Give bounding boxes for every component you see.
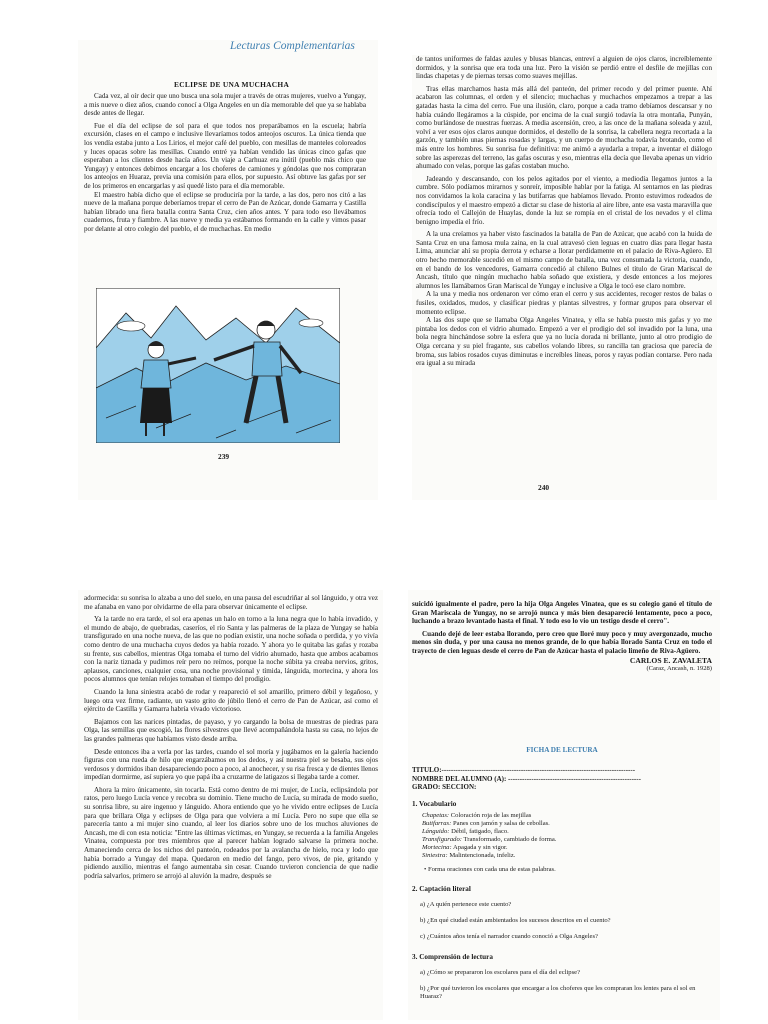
page-240	[412, 55, 717, 500]
paragraph: Tras ellas marchamos hasta más allá del panteón, del primer recodo y del primer puente. Ahí acabaron las columnas, el orden y el silencio; muchachas y muchachos empezamos a trepar a las gatadas hasta la cima del cerro. Fue una ilusión, claro, porque a cada tramo debíamos descansar y no había cuándo llegáramos a la cúspide, por encima de la cual surgió todavía la otra montaña, Punyán, como burlándose de nuestras fuerzas. A media ascensión, creo, a las once de la mañana soleada y azul, volví a ver esos ojos claros aunque dormidos, el destello de la sonrisa, la cabellera negra recortada a la garzón, y también unas piernas rosadas y largas, y un cuerpo de muchacha todavía brotando, como el más entre los hombres. Su sonrisa fue definitiva: me animó a ayudarla a trepar, a inventar el diálogo sobre las asperezas del terreno, las gafas oscuras y eso, mientras ella decía que llevaba apenas un vidrio ahumado con velas, porque las gafas costaban mucho.	[416, 84, 712, 171]
ficha-de-lectura	[412, 746, 712, 1001]
paragraph: A la una y media nos ordenaron ver cómo eran el cerro y sus accidentes, recoger restos de balas o fusiles, oxidados, mudos, y clasificar piedras y plantas silvestres, y formar grupos para observar el momento eclipse.	[416, 290, 712, 316]
question: b) ¿Por qué tuvieron los escolares que encargar a los choferes que les compraran los lentes para el sol en Huaraz?	[420, 984, 696, 1000]
author-name: CARLOS E. ZAVALETA	[629, 655, 712, 665]
section-comprension-lectura: 3. Comprensión de lectura	[412, 952, 493, 961]
form-field-student-name: NOMBRE DEL ALUMNO (A): ---------------------------------------------------------	[412, 774, 641, 783]
paragraph: de tantos uniformes de faldas azules y blusas blancas, entreví a alguien de ojos claros, increíblemente dormidos, y la sonrisa que era toda una luz. Pero la visión se perdió entre el desfile de mejillas con lindas chapetas y de piernas tersas como suaves mejillas.	[416, 55, 712, 81]
paragraph: Cuando dejé de leer estaba llorando, pero creo que lloré muy poco y muy avergonzado, mucho menos sin duda, y por una causa no menos grande, de lo que había llorado Santa Cruz en todo el trayecto de cien leguas desde el cerro de Pan de Azúcar hasta el palacio limeño de Riva-Agüero.	[412, 629, 712, 655]
paragraph: Ya la tarde no era tarde, el sol era apenas un halo en torno a la luna negra que lo había invadido, y el mundo de abajo, de quebradas, caseríos, el río Santa y las palmeras de la plaza de Yungay se había transfigurado en una noche nueva, de las que no podían existir, una noche soñada o perdida, y yo vivía como dentro de una muchacha cuyos dedos ya había rozado. Y ahora yo le quitaba las gafas y rozaba su frente, sus cabellos, mientras Olga tomaba el turno del vidrio ahumado, hasta que ambos acabamos con la nariz tiznada y pudimos reír pero no reímos, porque la noche súbita ya creaba nervios, gritos, aplausos, canciones, cualquier cosa, una noche provisional y tímida, lánguida, mortecina, y ahora los pocos alumnos que tenían relojes tomaban el tiempo del prodigio.	[84, 615, 378, 684]
paragraph: A las dos supe que se llamaba Olga Angeles Vinatea, y ella se había puesto mis gafas y yo me pintaba los dedos con el vidrio ahumado. Empezó a ver el prodigio del sol invadido por la luna, una bola negra hinchándose sobre la esfera que ya no lucía dorada ni brillante, junto al otro prodigio de Olga cercana y su piel fragante, sus cabellos volando libres, su rancilla tan graciosa que parecía de broma, sus labios rosados cuyas diminutas e increíbles líneas, poros y rayas podían contarse. Pero nada era igual a su mirada	[416, 316, 712, 368]
vocab-item: Butifarras: Panes con jamón y salsa de cebollas.	[422, 819, 550, 827]
page-number: 240	[538, 483, 550, 492]
vocab-item: Siniestra: Malintencionada, infeliz.	[422, 851, 516, 859]
question: a) ¿Cómo se prepararon los escolares para el día del eclipse?	[420, 968, 581, 976]
vocab-item: Transfigurado: Transformado, cambiado de forma.	[422, 835, 557, 843]
running-header: Lecturas Complementarias	[230, 40, 355, 52]
paragraph: Desde entonces iba a verla por las tardes, cuando el sol moría y jugábamos en la galería haciendo figuras con una rueda de hilo que engarzábamos en los dedos, y así nuestra piel se besaba, sus ojos verdosos y dormidos iban desapareciendo poco a poco, al anochecer, y su risa fresca y de dientes llenos impedían dormirme, así supiera yo que papá iba a cruzarme de latigazos si llegaba tarde a comer.	[84, 747, 378, 782]
paragraph: Jadeando y descansando, con los pelos agitados por el viento, a mediodía llegamos juntos a la cumbre. Sólo podíamos mirarnos y sonreír, imposible hablar por la fatiga. Al sentarnos en las piedras nos convidamos la kola caracina y las butifarras que habíamos llevado. Pronto estuvimos rodeados de condiscípulos y el maestro empezó a dictar su clase de historia al aire libre, ante esa vasta maravilla que ofrecía todo el Callejón de Huaylas, donde la luz se rompía en el cristal de los nevados y el clima benigno impedía el frío.	[416, 174, 712, 226]
section-vocabulario: 1. Vocabulario	[412, 799, 457, 808]
story-ending	[412, 600, 712, 672]
page-number: 239	[218, 452, 230, 461]
vocab-item: Lánguido: Débil, fatigado, flaco.	[422, 827, 509, 835]
paragraph: A la una creíamos ya haber visto fascinados la batalla de Pan de Azúcar, que acabó con la huida de Santa Cruz en una famosa mula zaina, en la cual atravesó cien leguas en cuatro días para llegar hasta Lima, anunciar ahí su propia derrota y echarse a llorar perdidamente en el palacio de Riva-Agüero. El otro hecho memorable sucedió en el mismo campo de batalla, una vez consumada la victoria, cuando, en el bando de los vencedores, Gamarra concedió al chileno Bulnes el título de Gran Mariscal de Ancash, título que ningún muchacho había soñado que existiera, y desde entonces a los mejores alumnos les llamábamos Gran Mariscal de Yungay e inclusive a Olga le tocó ese claro nombre.	[416, 230, 712, 290]
question: a) ¿A quién pertenece este cuento?	[420, 900, 512, 908]
vocab-item: Chapetas: Coloración roja de las mejillas	[422, 811, 532, 819]
form-field-grade-section: GRADO: SECCION:	[412, 783, 477, 792]
vocab-item: Mortecina: Apagada y sin vigor.	[422, 843, 508, 851]
story-title: ECLIPSE DE UNA MUCHACHA	[174, 80, 290, 89]
student-form	[412, 766, 712, 792]
ficha-title: FICHA DE LECTURA	[526, 746, 598, 754]
page-239	[78, 40, 378, 500]
vocab-instruction: • Forma oraciones con cada una de estas palabras.	[424, 865, 556, 873]
author-origin: (Caraz, Ancash, n. 1928)	[646, 664, 712, 672]
vocabulary-list	[412, 812, 712, 860]
form-field-title: TITULO:-----------------------------------------------------------------------------------	[412, 766, 636, 774]
page-241	[78, 590, 383, 1020]
paragraph: suicidó igualmente el padre, pero la hija Olga Angeles Vinatea, que es su colegio ganó el título de Gran Mariscala de Yungay, no se arrojó nunca y más bien desapareció lentamente, poco a poco, luchando a brazo levantado hasta el final. Y todo eso lo vio un testigo desde el cerro".	[412, 600, 712, 626]
question: b) ¿En qué ciudad están ambientados los sucesos descritos en el cuento?	[420, 916, 611, 924]
story-body	[84, 92, 366, 234]
section-captacion-literal: 2. Captación literal	[412, 884, 471, 893]
page-242	[408, 590, 720, 1020]
story-body	[416, 55, 712, 368]
paragraph: Ahora la miro únicamente, sin tocarla. Está como dentro de mi mujer, de Lucía, eclipsándola por ratos, pero luego Lucía vence y recobra su dominio. Tiene mucho de Lucía, su mirada de modo sueño, su sonrisa libre, su aire ingenuo y lánguido. Ahora entiendo que yo he vivido entre eclipses de Lucía para que brillara Olga y eclipses de Olga para que volviera a mí Lucía. Pero no supe que ella se parecería tanto a mi mujer sino cuando, al leer los diarios sobre uno de los muchos aluviones de Ancash, me di con esta noticia: "Entre las últimas víctimas, en Yungay, se recuerda a la familia Angeles Vinatea, compuesta por tres miembros que al parecer habían logrado salvarse la primera noche. Amaneciendo cerca de los nichos del panteón, rodeados por la avalancha de hielo, roca y lodo que había borrado a Yungay del mapa. Quedaron en medio del fango, pero vivos, de pie, gritando y pidiendo auxilio, mientras el fango aumentaba sin cesar. Cuando tuvieron conciencia de que nadie podría salvarlos, primero se arrojó al aluvión la madre, después se	[84, 785, 378, 880]
story-body	[84, 594, 378, 880]
paragraph: Fue el día del eclipse de sol para el que todos nos preparábamos en la escuela; habría excursión, clases en el campo e inclusive llevaríamos todos anteojos oscuros. La única tienda que los vendía estaba junto a Los Lirios, el mejor café del pueblo, con mesillas de manteles coloreados y luces opacas sobre las mesillas. Cuando entré ya habían vendido las únicas cinco gafas que esperaban a los clientes desde hacía años. Un viaje a Carhuaz era inútil (pueblo más chico que Yungay) y entonces debimos encargar a los choferes de camiones y góndolas que nos compraran los anteojos en Huaraz, previa una comisión para ellos, por supuesto. Así obtuve las gafas por ser de los primeros en encargarlas y así quedé listo para el día memorable.	[84, 121, 366, 190]
illustration-children-on-mountain	[96, 288, 340, 443]
paragraph: Cada vez, al oír decir que uno busca una sola mujer a través de otras mujeres, vuelvo a Yungay, a mis nueve o diez años, cuando conocí a Olga Angeles en un día memorable del que ya se hablaba desde antes de llegar.	[84, 92, 366, 118]
paragraph: El maestro había dicho que el eclipse se produciría por la tarde, a las dos, pero nos citó a las nueve de la mañana porque deberíamos trepar el cerro de Pan de Azúcar, donde Gamarra y Castilla habían librado una fiera batalla contra Santa Cruz, cien años antes. Y para todo eso llevábamos cuadernos, fruta y fiambre. A las nueve y media ya estábamos formando en la calle y vimos pasar por delante al otro colegio del pueblo, el de muchachas. En medio	[84, 190, 366, 233]
paragraph: Cuando la luna siniestra acabó de rodar y reapareció el sol amarillo, primero débil y legañoso, y luego otra vez firme, radiante, un vasto grito de júbilo llenó el cerro de Pan de Azúcar, así como el ejército de Castilla y Gamarra habría vivado victorioso.	[84, 687, 378, 714]
question: c) ¿Cuántos años tenía el narrador cuando conoció a Olga Angeles?	[420, 932, 598, 940]
paragraph: adormecida: su sonrisa lo alzaba a uno del suelo, en una pausa del escudriñar al sol lánguido, y otra vez me afanaba en vano por olvidarme de ella para observar únicamente el eclipse.	[84, 594, 378, 611]
paragraph: Bajamos con las narices pintadas, de payaso, y yo cargando la bolsa de muestras de piedras para Olga, las semillas que escogió, las flores silvestres que llevé acompañándola hasta su casa, no lejos de las grandes palmeras que habíamos visto desde arriba.	[84, 717, 378, 743]
